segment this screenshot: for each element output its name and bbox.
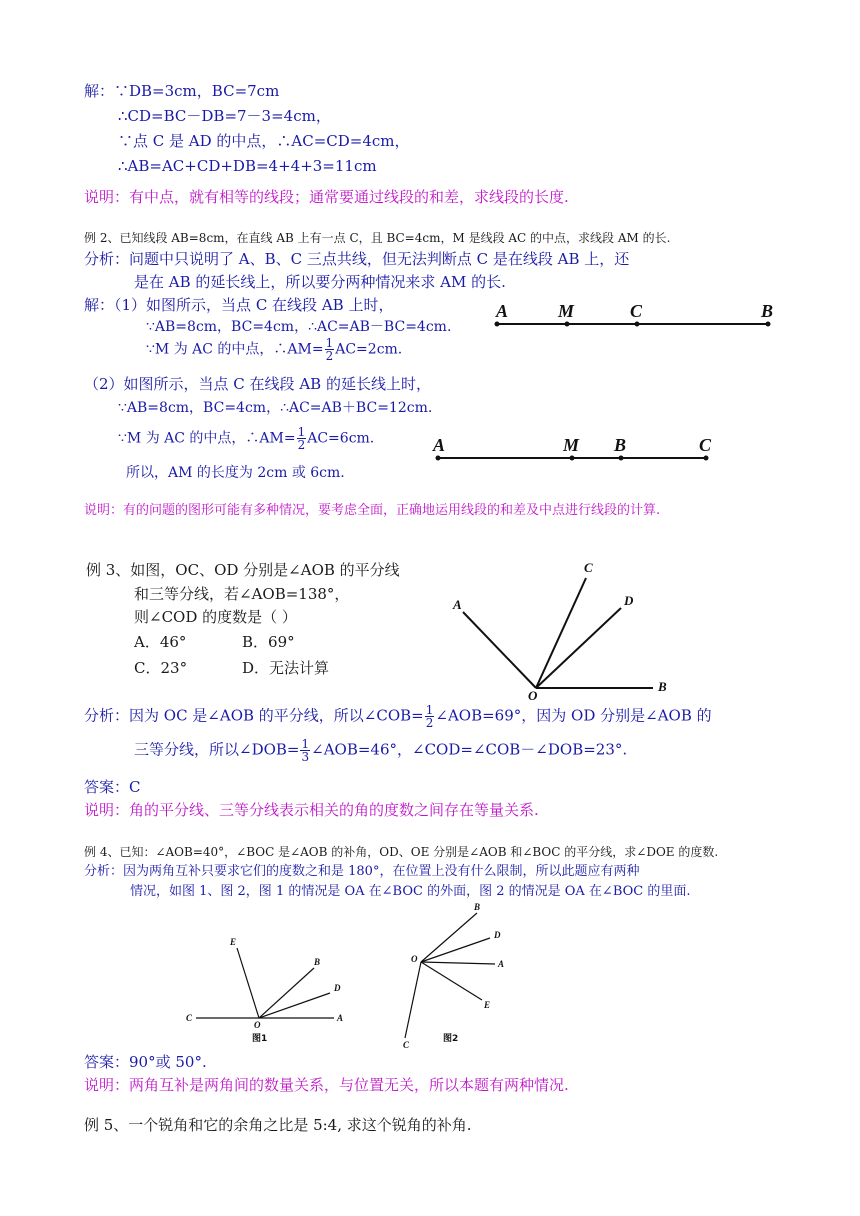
ex2-analysis-2: 是在 AB 的延长线上，所以要分两种情况来求 AM 的长. <box>134 273 506 291</box>
label-d: D <box>334 983 341 993</box>
ex4-answer: 答案：90°或 50°. <box>84 1053 207 1071</box>
ex3-question-2: 和三等分线，若∠AOB=138°， <box>134 585 350 603</box>
ray-ob <box>259 968 314 1018</box>
ray-oe <box>421 962 482 1000</box>
ex3-analysis-1a: 分析：因为 OC 是∠AOB 的平分线，所以∠COB= <box>84 706 424 725</box>
label-b: B <box>474 902 481 912</box>
ex4-figure-2 <box>403 902 504 1050</box>
ex3-analysis-2a: 三等分线，所以∠DOB= <box>134 740 300 759</box>
ex4-analysis-1: 分析：因为两角互补只要求它们的度数之和是 180°，在位置上没有什么限制，所以此题应有两种 <box>84 864 640 879</box>
label-o: O <box>254 1020 261 1030</box>
ex2-solution-4: （2）如图所示，当点 C 在线段 AB 的延长线上时， <box>84 375 431 393</box>
fig2-caption: 图2 <box>443 1034 459 1044</box>
ex2-analysis-1: 分析：问题中只说明了 A、B、C 三点共线，但无法判断点 C 是在线段 AB 上，还 <box>84 250 630 268</box>
label-m: M <box>558 301 575 321</box>
frac-num: 1 <box>425 703 434 717</box>
label-d: D <box>624 593 634 608</box>
ray-oa <box>421 962 495 964</box>
ex2-solution-5: ∵AB=8cm，BC=4cm，∴AC=AB＋BC=12cm. <box>118 400 433 416</box>
ex4-analysis-2: 情况，如图 1、图 2，图 1 的情况是 OA 在∠BOC 的外面，图 2 的情况是 OA 在∠BOC 的里面. <box>130 884 691 899</box>
sol1-line-2: ∴CD=BC－DB=7－3=4cm， <box>118 107 331 125</box>
label-c: C <box>584 560 593 575</box>
frac-num: 1 <box>325 336 334 350</box>
ex2-solution-7: 所以，AM 的长度为 2cm 或 6cm. <box>126 465 345 481</box>
frac-num: 1 <box>301 737 310 751</box>
label-c: C <box>699 435 712 455</box>
ex4-note: 说明：两角互补是两角间的数量关系，与位置无关，所以本题有两种情况. <box>84 1076 569 1094</box>
ex2-solution-2: ∵AB=8cm，BC=4cm，∴AC=AB－BC=4cm. <box>146 319 452 335</box>
label-o: O <box>528 688 538 703</box>
ex2-note: 说明：有的问题的图形可能有多种情况，要考虑全面，正确地运用线段的和差及中点进行线段的计算. <box>84 503 661 518</box>
ex3-option-d: D．无法计算 <box>242 659 330 677</box>
label-b: B <box>614 435 627 455</box>
label-e: E <box>230 937 237 947</box>
ray-od <box>259 993 330 1018</box>
ex3-question-3: 则∠COD 的度数是（ ） <box>134 608 297 626</box>
frac-den: 2 <box>297 438 306 452</box>
fig1-caption: 图1 <box>252 1034 268 1044</box>
ray-oc <box>405 962 421 1038</box>
ex2-solution-3b: AC=2cm. <box>335 341 403 358</box>
ex2-solution-6a: ∵M 为 AC 的中点，∴AM= <box>118 430 296 447</box>
frac-den: 3 <box>301 750 310 764</box>
ex3-question-1: 例 3、如图，OC、OD 分别是∠AOB 的平分线 <box>86 561 400 579</box>
label-c: C <box>630 301 643 321</box>
sol1-line-1: 解：∵DB=3cm，BC=7cm <box>84 82 280 100</box>
frac-den: 2 <box>425 716 434 730</box>
ex4-question: 例 4、已知：∠AOB=40°，∠BOC 是∠AOB 的补角，OD、OE 分别是∠AOB 和∠BOC 的平分线，求∠DOE 的度数. <box>84 845 719 859</box>
label-o: O <box>411 954 418 964</box>
ex5-question: 例 5、一个锐角和它的余角之比是 5:4, 求这个锐角的补角. <box>84 1116 472 1134</box>
frac-num: 1 <box>297 425 306 439</box>
label-a: A <box>496 301 509 321</box>
ex3-option-a: A．46° <box>134 633 187 651</box>
label-b: B <box>314 957 321 967</box>
ray-od <box>421 938 490 962</box>
sol1-line-4: ∴AB=AC+CD+DB=4+4+3=11cm <box>118 157 377 175</box>
ex3-option-b: B．69° <box>242 633 295 651</box>
ex3-answer: 答案：C <box>84 778 141 796</box>
label-c: C <box>186 1013 193 1023</box>
ex2-solution-1: 解：（1）如图所示，当点 C 在线段 AB 上时， <box>84 296 394 314</box>
ex3-analysis-1b: ∠AOB=69°，因为 OD 分别是∠AOB 的 <box>435 706 712 725</box>
ex3-note: 说明：角的平分线、三等分线表示相关的角的度数之间存在等量关系. <box>84 801 539 819</box>
ex2-question: 例 2、已知线段 AB=8cm，在直线 AB 上有一点 C，且 BC=4cm，M 是线段 AC 的中点，求线段 AM 的长. <box>84 231 671 245</box>
label-b: B <box>658 679 667 694</box>
ex4-figure-1 <box>186 937 343 1044</box>
label-e: E <box>484 1000 491 1010</box>
label-a: A <box>337 1013 344 1023</box>
frac-den: 2 <box>325 349 334 363</box>
label-b: B <box>761 301 774 321</box>
ray-ob <box>421 913 477 962</box>
label-d: D <box>494 930 501 940</box>
ex2-solution-3a: ∵M 为 AC 的中点，∴AM= <box>146 341 324 358</box>
label-a: A <box>498 959 505 969</box>
ex2-solution-6b: AC=6cm. <box>307 430 375 447</box>
ray-oe <box>237 948 259 1018</box>
ex3-analysis-2b: ∠AOB=46°，∠COD=∠COB－∠DOB=23°. <box>311 740 628 759</box>
sol1-note: 说明：有中点，就有相等的线段；通常要通过线段的和差，求线段的长度. <box>84 188 569 206</box>
label-c: C <box>403 1040 410 1050</box>
label-a: A <box>433 435 446 455</box>
label-m: M <box>563 435 580 455</box>
ex3-option-c: C．23° <box>134 659 188 677</box>
sol1-line-3: ∵点 C 是 AD 的中点，∴AC=CD=4cm， <box>118 132 410 150</box>
label-a: A <box>453 597 462 612</box>
